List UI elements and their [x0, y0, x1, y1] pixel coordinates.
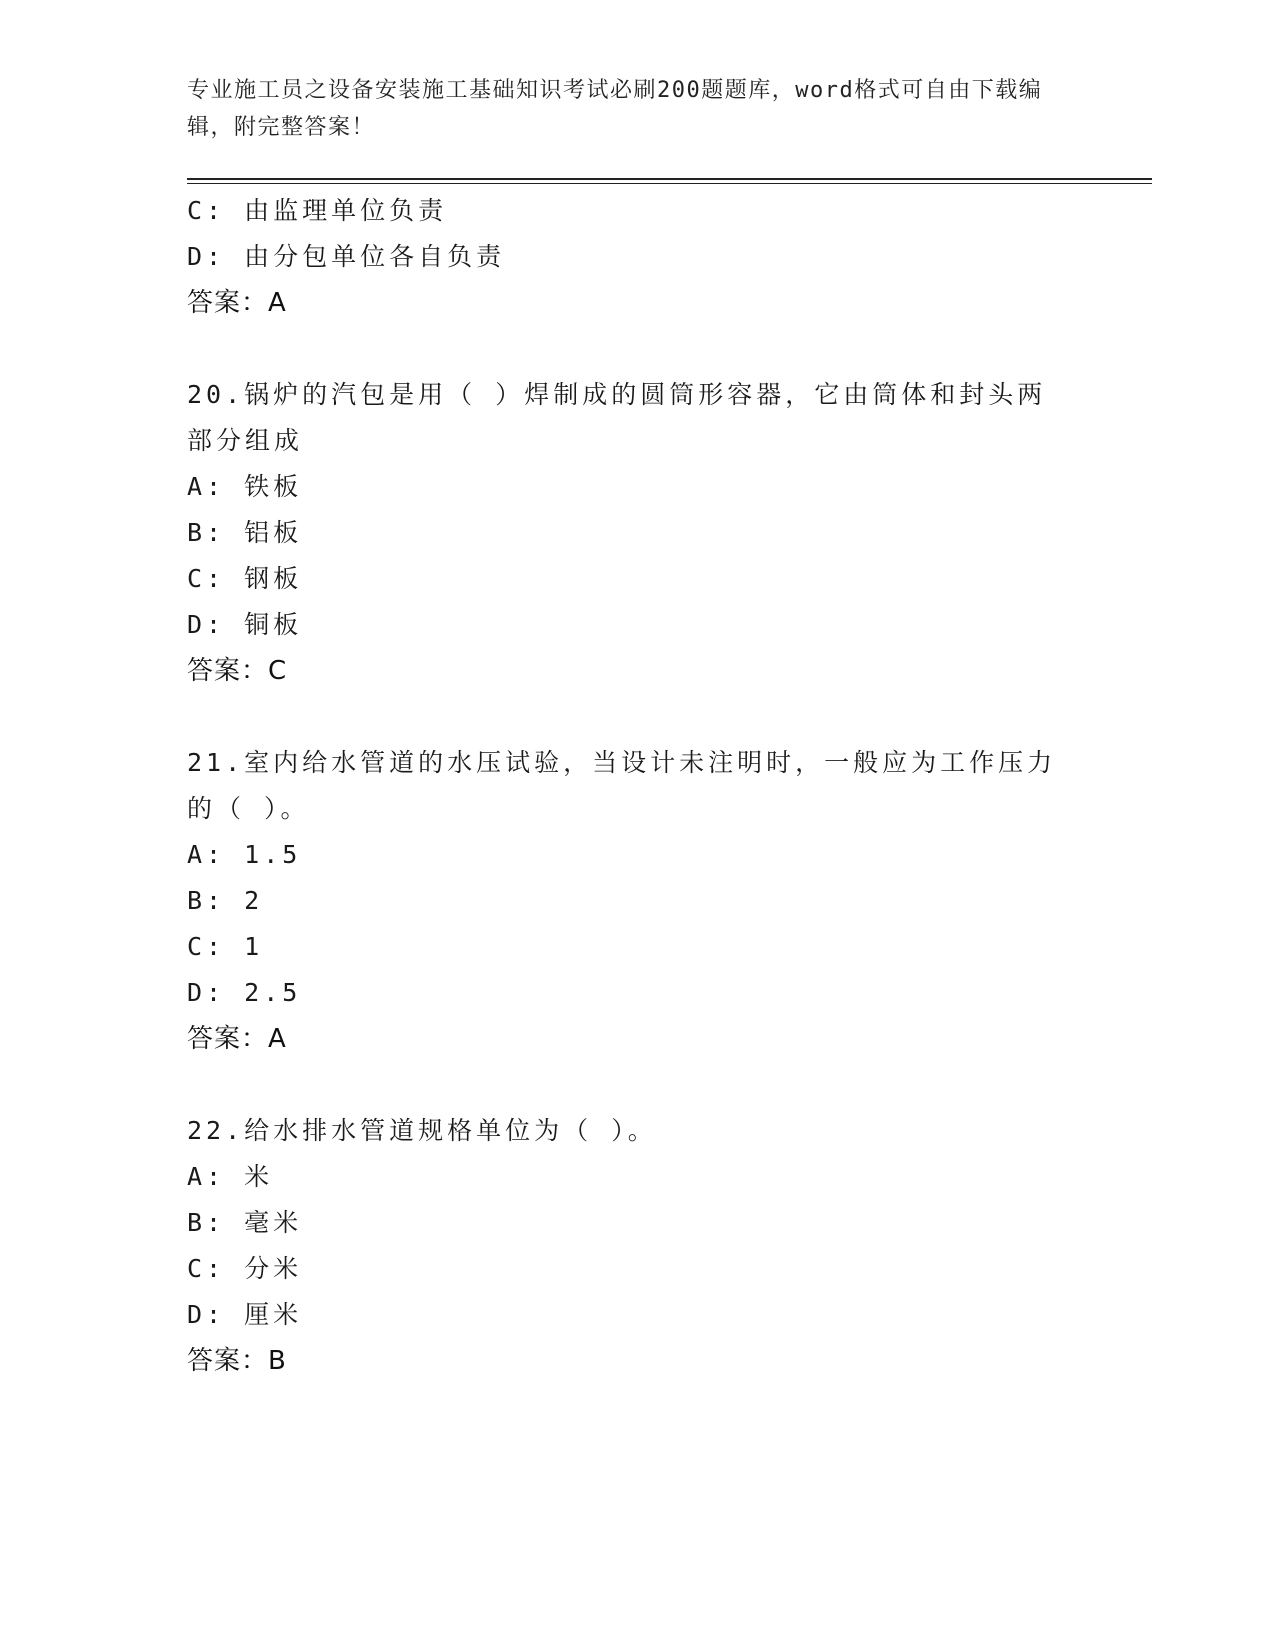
- option-c: C: 钢板: [187, 564, 303, 593]
- document-body: [187, 188, 1087, 1384]
- answer-line: 答案：A: [187, 1024, 287, 1054]
- page-header: 专业施工员之设备安装施工基础知识考试必刷200题题库，word格式可自由下载编辑，附完整答案！: [187, 78, 1043, 140]
- question-text: 20.锅炉的汽包是用（ ）焊制成的圆筒形容器，它由筒体和封头两部分组成: [187, 380, 1047, 455]
- option-d: D: 铜板: [187, 610, 303, 639]
- spacer: [187, 326, 1087, 372]
- spacer: [187, 694, 1087, 740]
- option-a: A: 米: [187, 1162, 274, 1191]
- header-divider-thick: [187, 178, 1152, 180]
- option-d: D: 厘米: [187, 1300, 303, 1329]
- option-c: C: 1: [187, 932, 264, 961]
- question-block-21: [187, 740, 1087, 1062]
- question-block-20: [187, 372, 1087, 694]
- option-d: D: 2.5: [187, 978, 302, 1007]
- option-d: D: 由分包单位各自负责: [187, 242, 506, 271]
- option-b: B: 毫米: [187, 1208, 303, 1237]
- option-c: C: 由监理单位负责: [187, 196, 448, 225]
- option-b: B: 铝板: [187, 518, 303, 547]
- option-b: B: 2: [187, 886, 264, 915]
- header-divider-thin: [187, 183, 1152, 184]
- question-text: 22.给水排水管道规格单位为（ ）。: [187, 1116, 657, 1145]
- question-text: 21.室内给水管道的水压试验，当设计未注明时，一般应为工作压力的（ ）。: [187, 748, 1057, 823]
- option-c: C: 分米: [187, 1254, 303, 1283]
- option-a: A: 1.5: [187, 840, 302, 869]
- question-block-22: [187, 1108, 1087, 1384]
- spacer: [187, 1062, 1087, 1108]
- option-a: A: 铁板: [187, 472, 303, 501]
- answer-line: 答案：A: [187, 288, 287, 318]
- answer-line: 答案：B: [187, 1346, 287, 1376]
- answer-line: 答案：C: [187, 656, 288, 686]
